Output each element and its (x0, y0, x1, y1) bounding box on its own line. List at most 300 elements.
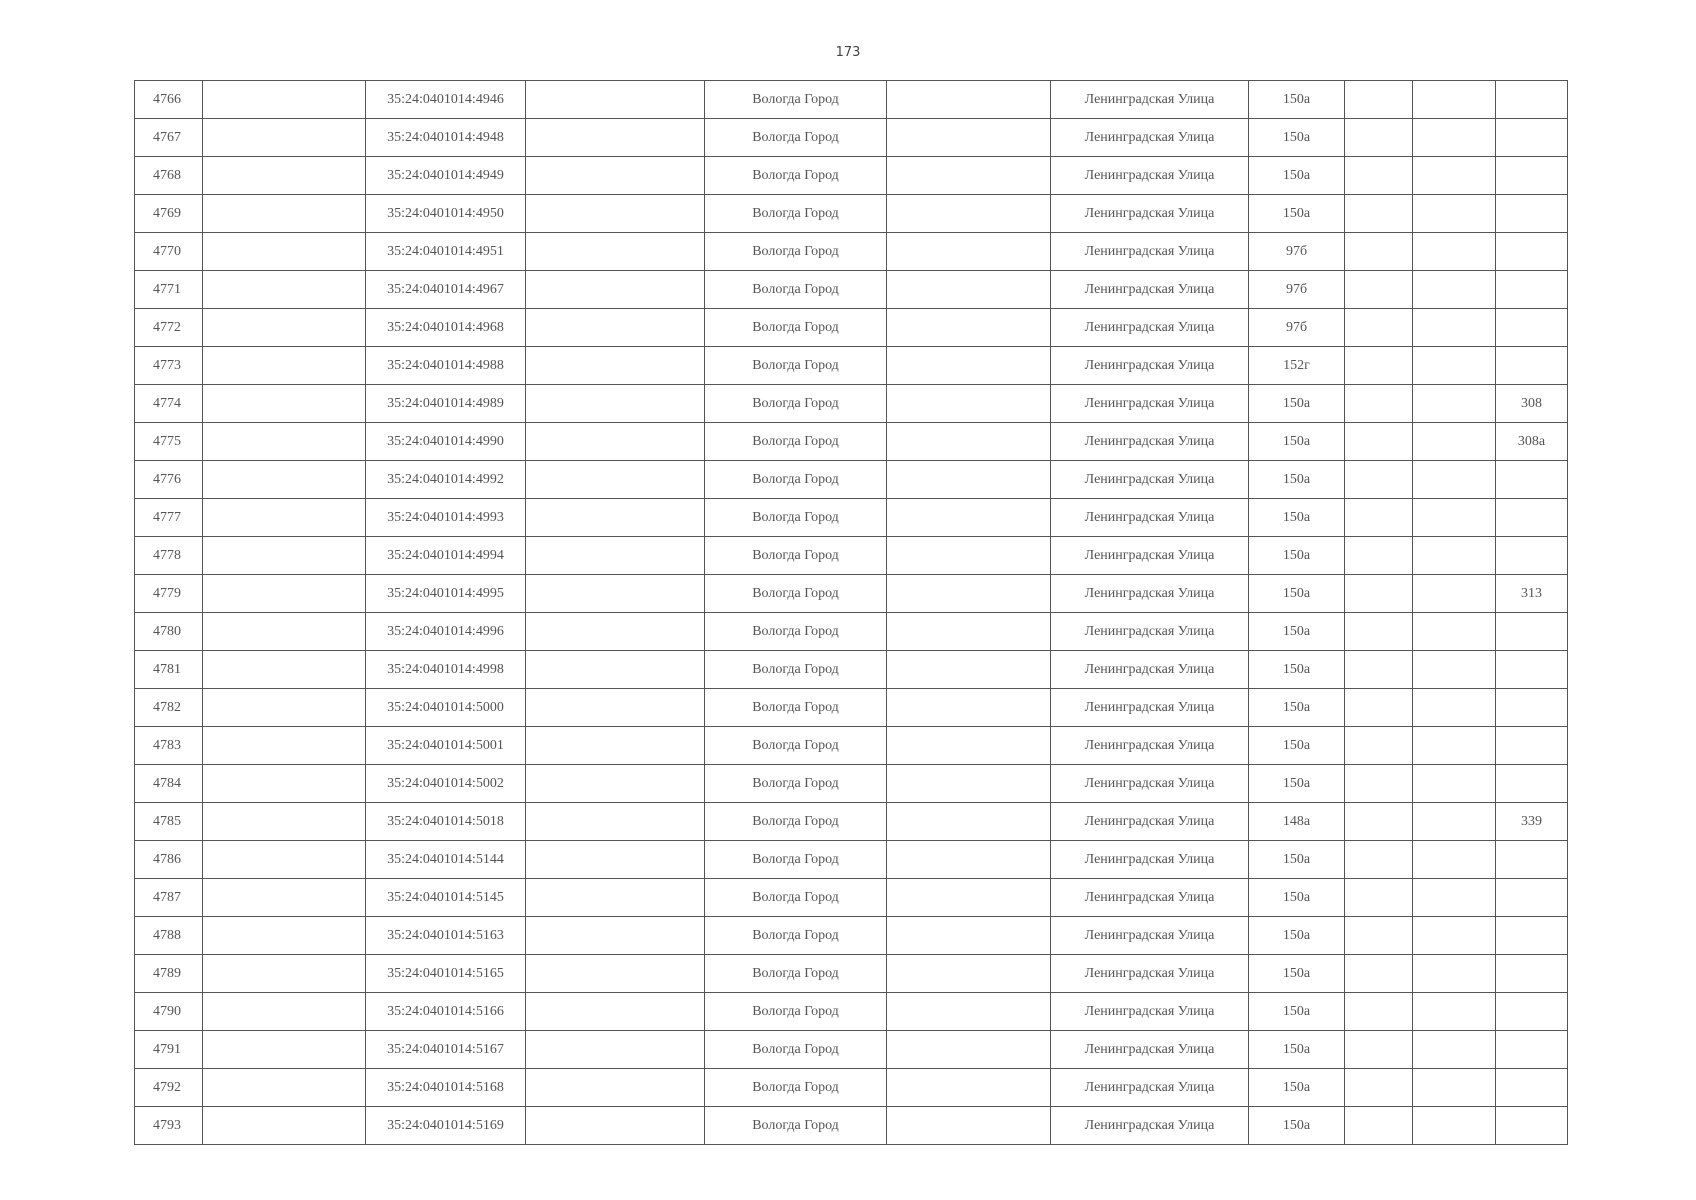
empty-cell (526, 955, 705, 993)
apartment-number-cell (1496, 1069, 1568, 1107)
empty-cell (887, 499, 1051, 537)
empty-cell (887, 727, 1051, 765)
row-number-cell: 4777 (135, 499, 203, 537)
apartment-number-cell (1496, 537, 1568, 575)
apartment-number-cell (1496, 347, 1568, 385)
house-number-cell: 152г (1249, 347, 1345, 385)
table-row (135, 651, 1568, 689)
empty-cell (526, 461, 705, 499)
empty-cell (1345, 347, 1413, 385)
empty-cell (1345, 537, 1413, 575)
empty-cell (526, 195, 705, 233)
house-number-cell: 150а (1249, 917, 1345, 955)
empty-cell (526, 157, 705, 195)
empty-cell (203, 195, 366, 233)
house-number-cell: 150а (1249, 157, 1345, 195)
apartment-number-cell (1496, 613, 1568, 651)
empty-cell (1413, 385, 1496, 423)
empty-cell (887, 309, 1051, 347)
empty-cell (1413, 917, 1496, 955)
empty-cell (203, 727, 366, 765)
empty-cell (526, 1031, 705, 1069)
table-row (135, 347, 1568, 385)
cadastral-number-cell: 35:24:0401014:5002 (366, 765, 526, 803)
empty-cell (203, 689, 366, 727)
apartment-number-cell (1496, 917, 1568, 955)
row-number-cell: 4767 (135, 119, 203, 157)
empty-cell (1345, 727, 1413, 765)
city-cell: Вологда Город (705, 765, 887, 803)
empty-cell (887, 765, 1051, 803)
empty-cell (887, 955, 1051, 993)
house-number-cell: 150а (1249, 119, 1345, 157)
street-cell: Ленинградская Улица (1051, 879, 1249, 917)
cadastral-number-cell: 35:24:0401014:4990 (366, 423, 526, 461)
empty-cell (203, 1069, 366, 1107)
house-number-cell: 150а (1249, 955, 1345, 993)
city-cell: Вологда Город (705, 803, 887, 841)
cadastral-number-cell: 35:24:0401014:4996 (366, 613, 526, 651)
city-cell: Вологда Город (705, 1031, 887, 1069)
table-row (135, 423, 1568, 461)
table-row (135, 575, 1568, 613)
empty-cell (526, 385, 705, 423)
empty-cell (526, 993, 705, 1031)
street-cell: Ленинградская Улица (1051, 119, 1249, 157)
empty-cell (887, 537, 1051, 575)
empty-cell (1345, 119, 1413, 157)
empty-cell (203, 423, 366, 461)
empty-cell (1345, 765, 1413, 803)
empty-cell (1413, 499, 1496, 537)
empty-cell (887, 423, 1051, 461)
row-number-cell: 4771 (135, 271, 203, 309)
empty-cell (203, 575, 366, 613)
table-row (135, 841, 1568, 879)
empty-cell (1413, 575, 1496, 613)
apartment-number-cell (1496, 955, 1568, 993)
empty-cell (887, 917, 1051, 955)
cadastral-number-cell: 35:24:0401014:5163 (366, 917, 526, 955)
row-number-cell: 4779 (135, 575, 203, 613)
empty-cell (1413, 347, 1496, 385)
city-cell: Вологда Город (705, 537, 887, 575)
street-cell: Ленинградская Улица (1051, 347, 1249, 385)
empty-cell (526, 81, 705, 119)
empty-cell (1413, 195, 1496, 233)
empty-cell (526, 309, 705, 347)
street-cell: Ленинградская Улица (1051, 271, 1249, 309)
row-number-cell: 4776 (135, 461, 203, 499)
street-cell: Ленинградская Улица (1051, 309, 1249, 347)
city-cell: Вологда Город (705, 879, 887, 917)
empty-cell (887, 461, 1051, 499)
house-number-cell: 150а (1249, 727, 1345, 765)
row-number-cell: 4787 (135, 879, 203, 917)
street-cell: Ленинградская Улица (1051, 537, 1249, 575)
empty-cell (1345, 993, 1413, 1031)
cadastral-number-cell: 35:24:0401014:5000 (366, 689, 526, 727)
cadastral-number-cell: 35:24:0401014:4995 (366, 575, 526, 613)
apartment-number-cell (1496, 195, 1568, 233)
city-cell: Вологда Город (705, 993, 887, 1031)
empty-cell (1413, 119, 1496, 157)
cadastral-number-cell: 35:24:0401014:4967 (366, 271, 526, 309)
empty-cell (526, 727, 705, 765)
apartment-number-cell (1496, 765, 1568, 803)
cadastral-number-cell: 35:24:0401014:5166 (366, 993, 526, 1031)
street-cell: Ленинградская Улица (1051, 993, 1249, 1031)
table-row (135, 309, 1568, 347)
row-number-cell: 4790 (135, 993, 203, 1031)
empty-cell (1413, 1107, 1496, 1145)
apartment-number-cell (1496, 689, 1568, 727)
table-row (135, 1031, 1568, 1069)
table-row (135, 803, 1568, 841)
cadastral-number-cell: 35:24:0401014:4989 (366, 385, 526, 423)
empty-cell (887, 271, 1051, 309)
house-number-cell: 97б (1249, 271, 1345, 309)
empty-cell (1413, 841, 1496, 879)
cadastral-number-cell: 35:24:0401014:4998 (366, 651, 526, 689)
empty-cell (526, 803, 705, 841)
empty-cell (526, 613, 705, 651)
row-number-cell: 4785 (135, 803, 203, 841)
empty-cell (1413, 651, 1496, 689)
table-row (135, 955, 1568, 993)
street-cell: Ленинградская Улица (1051, 499, 1249, 537)
table-row (135, 537, 1568, 575)
street-cell: Ленинградская Улица (1051, 803, 1249, 841)
city-cell: Вологда Город (705, 271, 887, 309)
empty-cell (1413, 613, 1496, 651)
empty-cell (887, 119, 1051, 157)
empty-cell (203, 841, 366, 879)
cadastral-number-cell: 35:24:0401014:5168 (366, 1069, 526, 1107)
house-number-cell: 150а (1249, 1031, 1345, 1069)
empty-cell (203, 233, 366, 271)
house-number-cell: 150а (1249, 841, 1345, 879)
empty-cell (887, 575, 1051, 613)
apartment-number-cell (1496, 1107, 1568, 1145)
empty-cell (1345, 385, 1413, 423)
empty-cell (203, 499, 366, 537)
city-cell: Вологда Город (705, 1107, 887, 1145)
empty-cell (1413, 423, 1496, 461)
street-cell: Ленинградская Улица (1051, 385, 1249, 423)
apartment-number-cell (1496, 271, 1568, 309)
table-row (135, 499, 1568, 537)
cadastral-number-cell: 35:24:0401014:4949 (366, 157, 526, 195)
apartment-number-cell (1496, 651, 1568, 689)
cadastral-number-cell: 35:24:0401014:5145 (366, 879, 526, 917)
house-number-cell: 150а (1249, 613, 1345, 651)
empty-cell (1413, 157, 1496, 195)
table-row (135, 1107, 1568, 1145)
empty-cell (526, 119, 705, 157)
cadastral-number-cell: 35:24:0401014:5001 (366, 727, 526, 765)
empty-cell (887, 803, 1051, 841)
row-number-cell: 4766 (135, 81, 203, 119)
house-number-cell: 150а (1249, 1107, 1345, 1145)
empty-cell (1345, 195, 1413, 233)
city-cell: Вологда Город (705, 841, 887, 879)
empty-cell (1413, 1031, 1496, 1069)
empty-cell (1345, 1031, 1413, 1069)
registry-table (134, 80, 1568, 1145)
table-row (135, 157, 1568, 195)
street-cell: Ленинградская Улица (1051, 81, 1249, 119)
empty-cell (1345, 841, 1413, 879)
city-cell: Вологда Город (705, 1069, 887, 1107)
empty-cell (203, 385, 366, 423)
apartment-number-cell (1496, 499, 1568, 537)
empty-cell (203, 461, 366, 499)
table-row (135, 727, 1568, 765)
empty-cell (1413, 461, 1496, 499)
street-cell: Ленинградская Улица (1051, 575, 1249, 613)
empty-cell (203, 1107, 366, 1145)
row-number-cell: 4775 (135, 423, 203, 461)
empty-cell (526, 765, 705, 803)
table-row (135, 765, 1568, 803)
house-number-cell: 150а (1249, 499, 1345, 537)
empty-cell (203, 613, 366, 651)
city-cell: Вологда Город (705, 651, 887, 689)
empty-cell (1345, 613, 1413, 651)
street-cell: Ленинградская Улица (1051, 1069, 1249, 1107)
empty-cell (887, 1031, 1051, 1069)
empty-cell (1413, 233, 1496, 271)
empty-cell (1345, 917, 1413, 955)
apartment-number-cell: 308а (1496, 423, 1568, 461)
row-number-cell: 4772 (135, 309, 203, 347)
empty-cell (1345, 233, 1413, 271)
street-cell: Ленинградская Улица (1051, 461, 1249, 499)
city-cell: Вологда Город (705, 613, 887, 651)
empty-cell (203, 271, 366, 309)
table-row (135, 233, 1568, 271)
empty-cell (203, 309, 366, 347)
street-cell: Ленинградская Улица (1051, 613, 1249, 651)
house-number-cell: 150а (1249, 689, 1345, 727)
row-number-cell: 4786 (135, 841, 203, 879)
house-number-cell: 150а (1249, 651, 1345, 689)
apartment-number-cell (1496, 727, 1568, 765)
house-number-cell: 148а (1249, 803, 1345, 841)
cadastral-number-cell: 35:24:0401014:4948 (366, 119, 526, 157)
house-number-cell: 150а (1249, 461, 1345, 499)
empty-cell (887, 157, 1051, 195)
empty-cell (1413, 765, 1496, 803)
empty-cell (526, 651, 705, 689)
house-number-cell: 150а (1249, 575, 1345, 613)
empty-cell (1345, 309, 1413, 347)
cadastral-number-cell: 35:24:0401014:4968 (366, 309, 526, 347)
apartment-number-cell: 339 (1496, 803, 1568, 841)
empty-cell (1413, 803, 1496, 841)
empty-cell (1413, 1069, 1496, 1107)
empty-cell (526, 575, 705, 613)
cadastral-number-cell: 35:24:0401014:5167 (366, 1031, 526, 1069)
row-number-cell: 4768 (135, 157, 203, 195)
empty-cell (1413, 271, 1496, 309)
page-number: 173 (835, 45, 861, 60)
city-cell: Вологда Город (705, 917, 887, 955)
table-row (135, 271, 1568, 309)
empty-cell (203, 157, 366, 195)
cadastral-number-cell: 35:24:0401014:5165 (366, 955, 526, 993)
table-body (135, 81, 1568, 1145)
empty-cell (887, 841, 1051, 879)
cadastral-number-cell: 35:24:0401014:5144 (366, 841, 526, 879)
table-row (135, 195, 1568, 233)
empty-cell (203, 119, 366, 157)
empty-cell (1413, 537, 1496, 575)
empty-cell (1345, 1069, 1413, 1107)
empty-cell (1345, 689, 1413, 727)
empty-cell (203, 993, 366, 1031)
empty-cell (1345, 271, 1413, 309)
empty-cell (203, 1031, 366, 1069)
cadastral-number-cell: 35:24:0401014:4950 (366, 195, 526, 233)
empty-cell (1345, 803, 1413, 841)
apartment-number-cell (1496, 233, 1568, 271)
row-number-cell: 4792 (135, 1069, 203, 1107)
empty-cell (203, 347, 366, 385)
apartment-number-cell (1496, 309, 1568, 347)
city-cell: Вологда Город (705, 119, 887, 157)
row-number-cell: 4778 (135, 537, 203, 575)
table-row (135, 119, 1568, 157)
empty-cell (1413, 309, 1496, 347)
table-row (135, 461, 1568, 499)
street-cell: Ленинградская Улица (1051, 727, 1249, 765)
table-row (135, 385, 1568, 423)
row-number-cell: 4783 (135, 727, 203, 765)
row-number-cell: 4793 (135, 1107, 203, 1145)
city-cell: Вологда Город (705, 233, 887, 271)
house-number-cell: 97б (1249, 233, 1345, 271)
empty-cell (1345, 461, 1413, 499)
table-row (135, 689, 1568, 727)
cadastral-number-cell: 35:24:0401014:5169 (366, 1107, 526, 1145)
apartment-number-cell (1496, 461, 1568, 499)
table-row (135, 879, 1568, 917)
empty-cell (203, 917, 366, 955)
empty-cell (203, 879, 366, 917)
empty-cell (203, 955, 366, 993)
apartment-number-cell (1496, 1031, 1568, 1069)
empty-cell (887, 233, 1051, 271)
street-cell: Ленинградская Улица (1051, 157, 1249, 195)
row-number-cell: 4789 (135, 955, 203, 993)
empty-cell (526, 423, 705, 461)
empty-cell (526, 271, 705, 309)
apartment-number-cell (1496, 81, 1568, 119)
empty-cell (887, 613, 1051, 651)
empty-cell (887, 1107, 1051, 1145)
row-number-cell: 4780 (135, 613, 203, 651)
apartment-number-cell (1496, 119, 1568, 157)
empty-cell (526, 689, 705, 727)
city-cell: Вологда Город (705, 689, 887, 727)
house-number-cell: 150а (1249, 765, 1345, 803)
apartment-number-cell (1496, 841, 1568, 879)
empty-cell (1345, 157, 1413, 195)
empty-cell (1345, 81, 1413, 119)
empty-cell (887, 1069, 1051, 1107)
city-cell: Вологда Город (705, 81, 887, 119)
empty-cell (526, 537, 705, 575)
house-number-cell: 150а (1249, 423, 1345, 461)
empty-cell (526, 879, 705, 917)
empty-cell (203, 651, 366, 689)
empty-cell (1345, 1107, 1413, 1145)
empty-cell (1413, 993, 1496, 1031)
apartment-number-cell (1496, 993, 1568, 1031)
city-cell: Вологда Город (705, 575, 887, 613)
row-number-cell: 4791 (135, 1031, 203, 1069)
empty-cell (526, 1069, 705, 1107)
street-cell: Ленинградская Улица (1051, 195, 1249, 233)
empty-cell (526, 233, 705, 271)
empty-cell (526, 917, 705, 955)
empty-cell (1345, 423, 1413, 461)
empty-cell (887, 993, 1051, 1031)
city-cell: Вологда Город (705, 195, 887, 233)
street-cell: Ленинградская Улица (1051, 423, 1249, 461)
city-cell: Вологда Город (705, 347, 887, 385)
house-number-cell: 150а (1249, 385, 1345, 423)
empty-cell (1413, 689, 1496, 727)
table-row (135, 993, 1568, 1031)
empty-cell (203, 537, 366, 575)
empty-cell (887, 347, 1051, 385)
cadastral-number-cell: 35:24:0401014:4988 (366, 347, 526, 385)
cadastral-number-cell: 35:24:0401014:4992 (366, 461, 526, 499)
empty-cell (203, 81, 366, 119)
empty-cell (526, 347, 705, 385)
empty-cell (1413, 727, 1496, 765)
city-cell: Вологда Город (705, 385, 887, 423)
city-cell: Вологда Город (705, 157, 887, 195)
house-number-cell: 97б (1249, 309, 1345, 347)
street-cell: Ленинградская Улица (1051, 917, 1249, 955)
empty-cell (203, 765, 366, 803)
apartment-number-cell (1496, 157, 1568, 195)
empty-cell (1345, 651, 1413, 689)
city-cell: Вологда Город (705, 461, 887, 499)
apartment-number-cell: 308 (1496, 385, 1568, 423)
house-number-cell: 150а (1249, 537, 1345, 575)
empty-cell (526, 841, 705, 879)
row-number-cell: 4784 (135, 765, 203, 803)
empty-cell (1413, 955, 1496, 993)
cadastral-number-cell: 35:24:0401014:4993 (366, 499, 526, 537)
house-number-cell: 150а (1249, 1069, 1345, 1107)
street-cell: Ленинградская Улица (1051, 841, 1249, 879)
empty-cell (1345, 955, 1413, 993)
cadastral-number-cell: 35:24:0401014:4951 (366, 233, 526, 271)
street-cell: Ленинградская Улица (1051, 689, 1249, 727)
row-number-cell: 4773 (135, 347, 203, 385)
empty-cell (1345, 879, 1413, 917)
empty-cell (203, 803, 366, 841)
empty-cell (1345, 575, 1413, 613)
empty-cell (887, 651, 1051, 689)
city-cell: Вологда Город (705, 309, 887, 347)
